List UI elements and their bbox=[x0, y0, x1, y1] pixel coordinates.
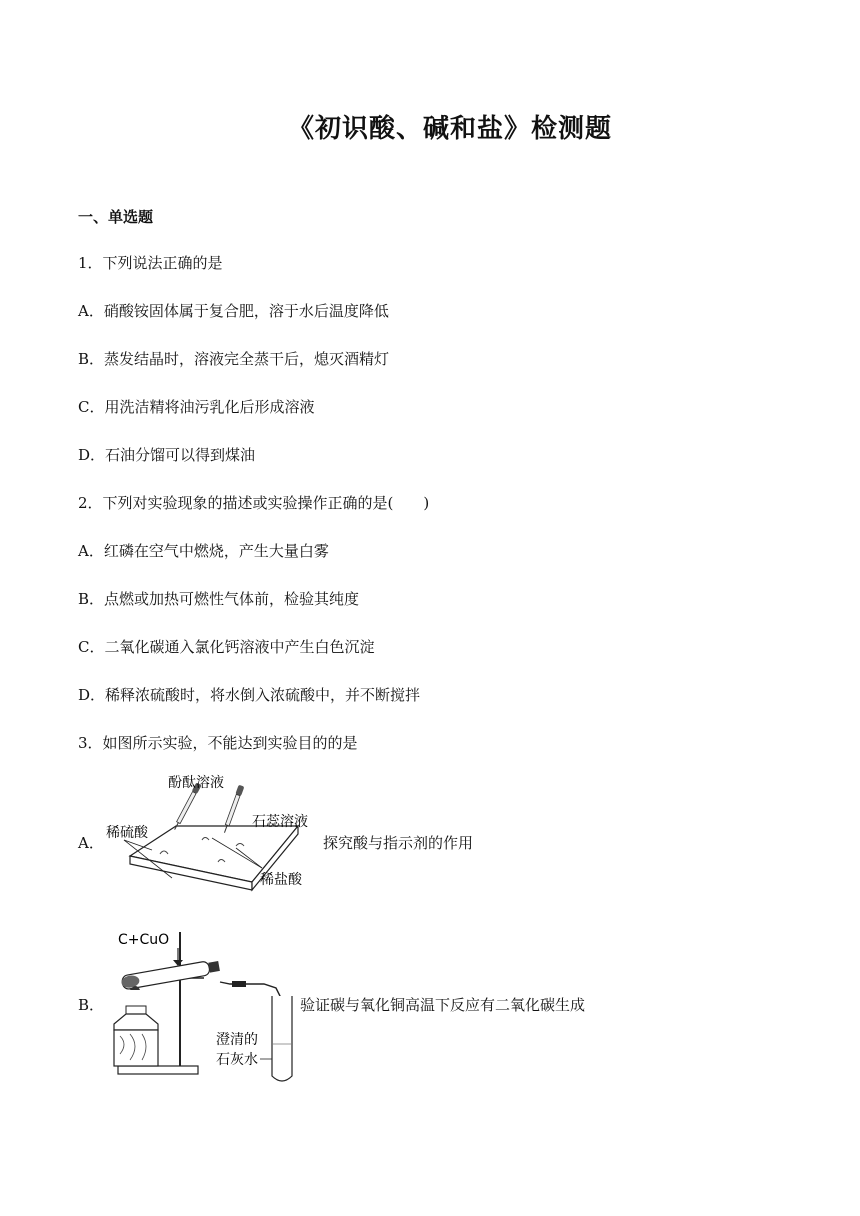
label-dilute-sulfuric: 稀硫酸 bbox=[106, 825, 148, 841]
label-limewater-2: 石灰水 bbox=[216, 1052, 258, 1068]
question-2-option-a[interactable]: A．红磷在空气中燃烧，产生大量白雾 bbox=[78, 542, 329, 560]
label-dilute-hydrochloric: 稀盐酸 bbox=[260, 872, 302, 888]
question-2-option-d[interactable]: D．稀释浓硫酸时，将水倒入浓硫酸中，并不断搅拌 bbox=[78, 686, 421, 704]
carbon-copper-oxide-figure bbox=[104, 926, 300, 1084]
label-reactants: C+CuO bbox=[118, 932, 170, 948]
question-1-option-c[interactable]: C．用洗洁精将油污乳化后形成溶液 bbox=[78, 398, 315, 416]
question-1-stem: 1．下列说法正确的是 bbox=[78, 254, 223, 272]
indicator-experiment-figure bbox=[100, 770, 322, 894]
question-3-option-a-letter[interactable]: A． bbox=[78, 834, 104, 852]
question-1-option-d[interactable]: D．石油分馏可以得到煤油 bbox=[78, 446, 256, 464]
question-3-stem: 3．如图所示实验，不能达到实验目的的是 bbox=[78, 734, 358, 752]
question-3-option-b-caption: 验证碳与氧化铜高温下反应有二氧化碳生成 bbox=[300, 996, 586, 1014]
page-title: 《初识酸、碱和盐》检测题 bbox=[287, 114, 612, 144]
question-3-option-b-letter[interactable]: B． bbox=[78, 996, 105, 1014]
label-phenolphthalein: 酚酞溶液 bbox=[168, 775, 224, 791]
question-1-option-b[interactable]: B．蒸发结晶时，溶液完全蒸干后，熄灭酒精灯 bbox=[78, 350, 390, 368]
question-2-option-b[interactable]: B．点燃或加热可燃性气体前，检验其纯度 bbox=[78, 590, 360, 608]
question-1-option-a[interactable]: A．硝酸铵固体属于复合肥，溶于水后温度降低 bbox=[78, 302, 389, 320]
question-2-stem: 2．下列对实验现象的描述或实验操作正确的是( ) bbox=[78, 494, 430, 512]
section-heading: 一、单选题 bbox=[78, 208, 154, 226]
question-3-option-a-caption: 探究酸与指示剂的作用 bbox=[323, 834, 474, 852]
label-litmus: 石蕊溶液 bbox=[252, 814, 308, 830]
question-2-option-c[interactable]: C．二氧化碳通入氯化钙溶液中产生白色沉淀 bbox=[78, 638, 375, 656]
label-limewater-1: 澄清的 bbox=[216, 1032, 258, 1048]
